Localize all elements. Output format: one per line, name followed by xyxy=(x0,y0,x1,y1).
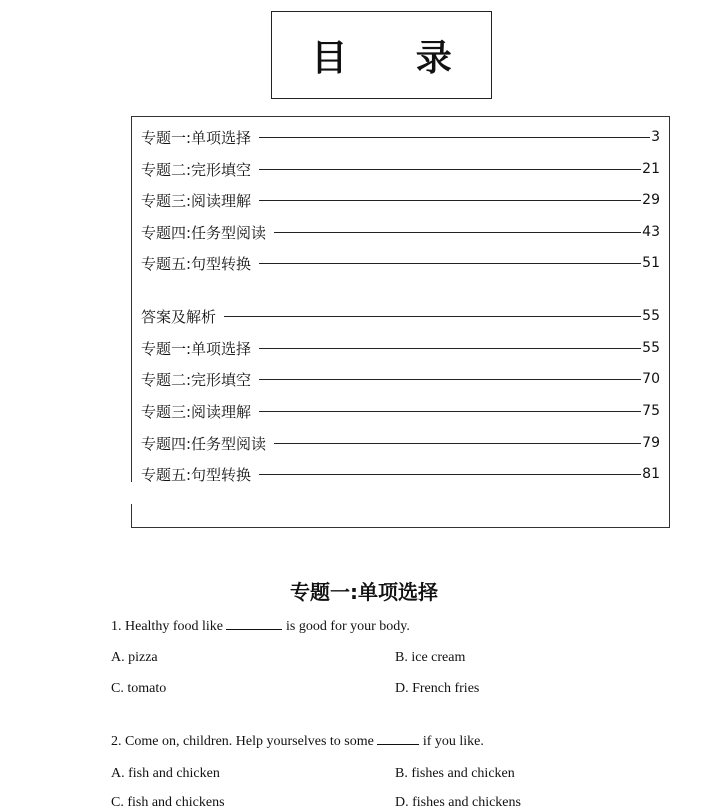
toc-item-page: 29 xyxy=(642,192,660,208)
toc-leader-line xyxy=(259,474,641,475)
toc-item-page: 75 xyxy=(642,403,660,419)
option-a: A. fish and chicken xyxy=(111,766,220,781)
option-c: C. tomato xyxy=(111,681,167,696)
question-stem-before: 1. Healthy food like xyxy=(111,619,223,634)
toc-item[interactable] xyxy=(141,253,660,273)
toc-leader-line xyxy=(259,263,641,264)
toc-item-label: 专题三:阅读理解 xyxy=(141,402,252,421)
toc-leader-line xyxy=(224,316,641,317)
option-b: B. fishes and chicken xyxy=(395,766,515,781)
question-2-stem xyxy=(111,734,484,750)
question-stem-after: if you like. xyxy=(422,734,484,749)
toc-item-page: 51 xyxy=(642,255,660,271)
toc-item-label: 专题四:任务型阅读 xyxy=(141,223,267,242)
toc-item-label: 专题一:单项选择 xyxy=(141,339,252,358)
toc-leader-line xyxy=(274,232,641,233)
option-b: B. ice cream xyxy=(395,650,466,665)
answer-blank xyxy=(377,734,419,745)
toc-item-label: 专题二:完形填空 xyxy=(141,370,252,389)
toc-item-label: 专题二:完形填空 xyxy=(141,160,252,179)
toc-item[interactable] xyxy=(141,306,660,326)
option-a: A. pizza xyxy=(111,650,158,665)
toc-item-label: 专题五:句型转换 xyxy=(141,465,252,484)
toc-item[interactable] xyxy=(141,127,660,147)
toc-item[interactable] xyxy=(141,190,660,210)
toc-leader-line xyxy=(259,169,641,170)
answer-blank xyxy=(226,619,282,630)
toc-item-page: 81 xyxy=(642,466,660,482)
toc-item-page: 70 xyxy=(642,371,660,387)
toc-item[interactable] xyxy=(141,464,660,484)
toc-leader-line xyxy=(259,411,641,412)
page-title: 目 录 xyxy=(271,11,492,99)
toc-item[interactable] xyxy=(141,369,660,389)
toc-item[interactable] xyxy=(141,401,660,421)
toc-leader-line xyxy=(259,379,641,380)
toc-item-page: 3 xyxy=(651,129,660,145)
toc-item-label: 专题一:单项选择 xyxy=(141,128,252,147)
option-d: D. fishes and chickens xyxy=(395,795,521,810)
toc-item[interactable] xyxy=(141,433,660,453)
toc-item-label: 专题五:句型转换 xyxy=(141,254,252,273)
option-c: C. fish and chickens xyxy=(111,795,225,810)
toc-item-page: 55 xyxy=(642,308,660,324)
question-stem-before: 2. Come on, children. Help yourselves to some xyxy=(111,734,374,749)
toc-leader-line xyxy=(274,443,641,444)
toc-item[interactable] xyxy=(141,222,660,242)
toc-item-page: 79 xyxy=(642,435,660,451)
toc-item-label: 专题三:阅读理解 xyxy=(141,191,252,210)
question-stem-after: is good for your body. xyxy=(285,619,410,634)
toc-item-label: 专题四:任务型阅读 xyxy=(141,434,267,453)
toc-leader-line xyxy=(259,200,641,201)
toc-item[interactable] xyxy=(141,159,660,179)
toc-item-page: 21 xyxy=(642,161,660,177)
toc-item[interactable] xyxy=(141,338,660,358)
toc-item-page: 43 xyxy=(642,224,660,240)
question-1-stem xyxy=(111,619,410,635)
option-d: D. French fries xyxy=(395,681,480,696)
toc-item-label: 答案及解析 xyxy=(141,307,217,326)
section-heading: 专题一:单项选择 xyxy=(290,580,438,604)
toc-item-page: 55 xyxy=(642,340,660,356)
toc-leader-line xyxy=(259,137,650,138)
toc-leader-line xyxy=(259,348,641,349)
